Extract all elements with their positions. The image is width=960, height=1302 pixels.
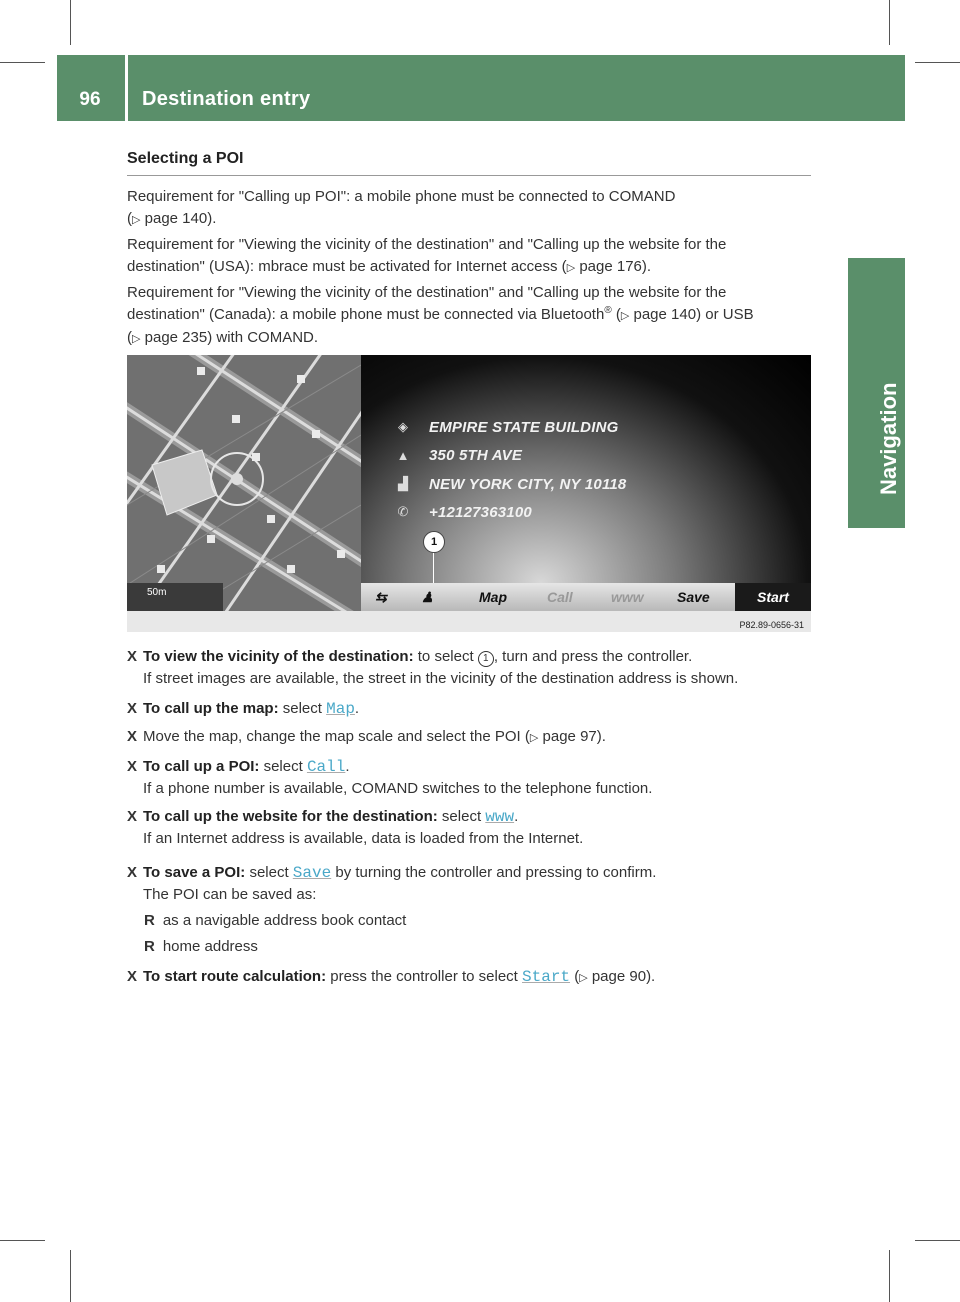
step-marker-icon: X [127, 648, 138, 665]
requirement-text [127, 256, 817, 279]
bullet-icon: R [144, 938, 155, 955]
requirement-2 [127, 234, 817, 279]
poi-phone: +12127363100 [429, 503, 532, 521]
crop-mark [70, 1250, 71, 1302]
page-ref-icon: ▷ [132, 333, 141, 345]
poi-street: 350 5TH AVE [429, 446, 523, 464]
page-ref: page 140) or USB [633, 306, 754, 323]
step-text: To call up the website for the destination: select www. If an Internet address is available, data is loaded from the Internet. [143, 806, 815, 850]
step-text: select [282, 700, 322, 717]
crop-mark [0, 62, 45, 63]
poi-city: NEW YORK CITY, NY 10118 [429, 475, 627, 493]
header-divider [125, 55, 128, 121]
image-code: P82.89-0656-31 [736, 620, 807, 630]
page-ref-icon: ▷ [620, 310, 630, 322]
softkey-ref-www: www [485, 808, 515, 826]
callout-ref: 1 [478, 651, 494, 667]
softkey-www[interactable]: www [611, 589, 644, 605]
step-view-vicinity [127, 646, 817, 690]
back-icon[interactable]: ⇆ [375, 588, 387, 605]
page-ref: page 90). [591, 968, 656, 985]
crop-mark [889, 1250, 890, 1302]
step-result: If a phone number is available, COMAND switches to the telephone function. [143, 780, 653, 797]
page-ref-icon: ▷ [566, 262, 576, 274]
softkey-ref-start: Start [522, 968, 571, 986]
step-text: To start route calculation: press the controller to select Start (▷ page 90). [143, 968, 656, 986]
page-ref-icon: ▷ [132, 214, 141, 226]
step-text: select [263, 758, 303, 775]
callout-marker: 1 [423, 531, 445, 553]
list-item-text: as a navigable address book contact [162, 912, 407, 929]
city-row [395, 473, 626, 495]
requirement-text: Requirement for "Viewing the vicinity of the destination" and "Calling up the website for the [127, 236, 727, 253]
step-text: by turning the controller and pressing to confirm. [335, 864, 657, 881]
poi-name: EMPIRE STATE BUILDING [429, 418, 619, 436]
softkey-ref-call: Call [306, 758, 346, 776]
page-ref: page 97). [542, 728, 606, 745]
step-text: press the controller to select [330, 968, 518, 985]
list-item-text: home address [162, 938, 258, 955]
crop-mark [915, 1240, 960, 1241]
step-text: Move the map, change the map scale and select the POI ( [143, 728, 530, 745]
phone-icon: ✆ [397, 504, 409, 519]
list-item [144, 936, 258, 958]
crop-mark [915, 62, 960, 63]
map-scale-bar [127, 583, 223, 611]
crop-mark [0, 1240, 45, 1241]
step-heading: To call up a POI: [143, 758, 260, 775]
step-marker-icon: X [127, 808, 138, 825]
step-text: , turn and press the controller. [493, 648, 693, 665]
requirement-3 [127, 282, 817, 350]
step-text [143, 862, 815, 906]
step-call-map [127, 698, 817, 720]
softkey-ref-map: Map [326, 700, 355, 718]
map-scale: 50m [147, 587, 167, 598]
step-text [143, 726, 815, 749]
step-marker-icon: X [127, 864, 138, 881]
street-icon: ▲ [396, 447, 410, 463]
softkey-bar [361, 583, 811, 611]
requirement-text: Requirement for "Calling up POI": a mobile phone must be connected to COMAND [127, 188, 676, 205]
requirement-text [127, 304, 817, 327]
step-heading: To call up the map: [143, 700, 279, 717]
registered-mark: ® [604, 305, 612, 316]
phone-row [395, 501, 532, 523]
step-marker-icon: X [127, 700, 138, 717]
step-result: If street images are available, the street in the vicinity of the destination address is shown. [143, 670, 739, 687]
vicinity-icon[interactable]: ♟ [421, 588, 434, 605]
crop-mark [70, 0, 71, 45]
step-text: select [441, 808, 482, 825]
requirement-1 [127, 186, 817, 231]
street-row [395, 444, 522, 466]
page-number: 96 [79, 89, 101, 110]
section-rule [127, 175, 811, 176]
step-save-poi [127, 862, 817, 906]
requirement-text: destination" (USA): mbrace must be activated for Internet access ( [127, 258, 567, 275]
poi-icon: ◈ [398, 419, 408, 434]
step-heading: To save a POI: [143, 864, 246, 881]
page-ref-icon: ▷ [579, 972, 588, 984]
step-call-poi [127, 756, 817, 800]
step-text: select [249, 864, 289, 881]
map-streets [127, 355, 361, 611]
step-marker-icon: X [127, 728, 138, 745]
map-view [127, 355, 361, 611]
step-marker-icon: X [127, 968, 138, 985]
softkey-save[interactable]: Save [677, 589, 710, 605]
requirement-text: Requirement for "Viewing the vicinity of the destination" and "Calling up the website for the [127, 284, 727, 301]
step-heading: To start route calculation: [143, 968, 327, 985]
softkey-call[interactable]: Call [547, 589, 573, 605]
step-call-website [127, 806, 817, 850]
step-text [143, 646, 815, 690]
softkey-ref-save: Save [292, 864, 332, 882]
step-start-route [127, 966, 817, 988]
step-heading: To view the vicinity of the destination: [143, 648, 414, 665]
page-ref: page 176). [579, 258, 652, 275]
requirement-text: (▷ page 140). [127, 210, 217, 227]
step-text: to select [417, 648, 474, 665]
section-title: Selecting a POI [127, 150, 244, 167]
screenshot-footer [127, 611, 811, 632]
comand-screenshot [127, 355, 811, 632]
step-text: To call up the map: select Map. [143, 700, 360, 718]
step-result: The POI can be saved as: [143, 886, 317, 903]
requirement-text: (▷ page 235) with COMAND. [127, 329, 319, 346]
page-ref: page 140). [144, 210, 217, 227]
requirement-text: destination" (Canada): a mobile phone must be connected via Bluetooth [127, 306, 605, 323]
page-title: Destination entry [142, 88, 311, 110]
page-ref: page 235) with COMAND. [144, 329, 319, 346]
crop-mark [889, 0, 890, 45]
bullet-icon: R [144, 912, 155, 929]
softkey-map[interactable]: Map [479, 589, 507, 605]
step-result: If an Internet address is available, data is loaded from the Internet. [143, 830, 584, 847]
requirement-text: ( [615, 306, 621, 323]
list-item [144, 910, 406, 932]
step-move-map [127, 726, 817, 748]
chapter-tab-label: Navigation [876, 382, 901, 495]
step-marker-icon: X [127, 758, 138, 775]
city-icon: ▟ [398, 476, 408, 491]
page-ref-icon: ▷ [529, 732, 539, 744]
step-text: To call up a POI: select Call. If a phone number is available, COMAND switches to the telephone function. [143, 756, 815, 800]
poi-name-row [395, 416, 618, 438]
step-heading: To call up the website for the destination: [143, 808, 438, 825]
softkey-start[interactable]: Start [735, 583, 811, 611]
